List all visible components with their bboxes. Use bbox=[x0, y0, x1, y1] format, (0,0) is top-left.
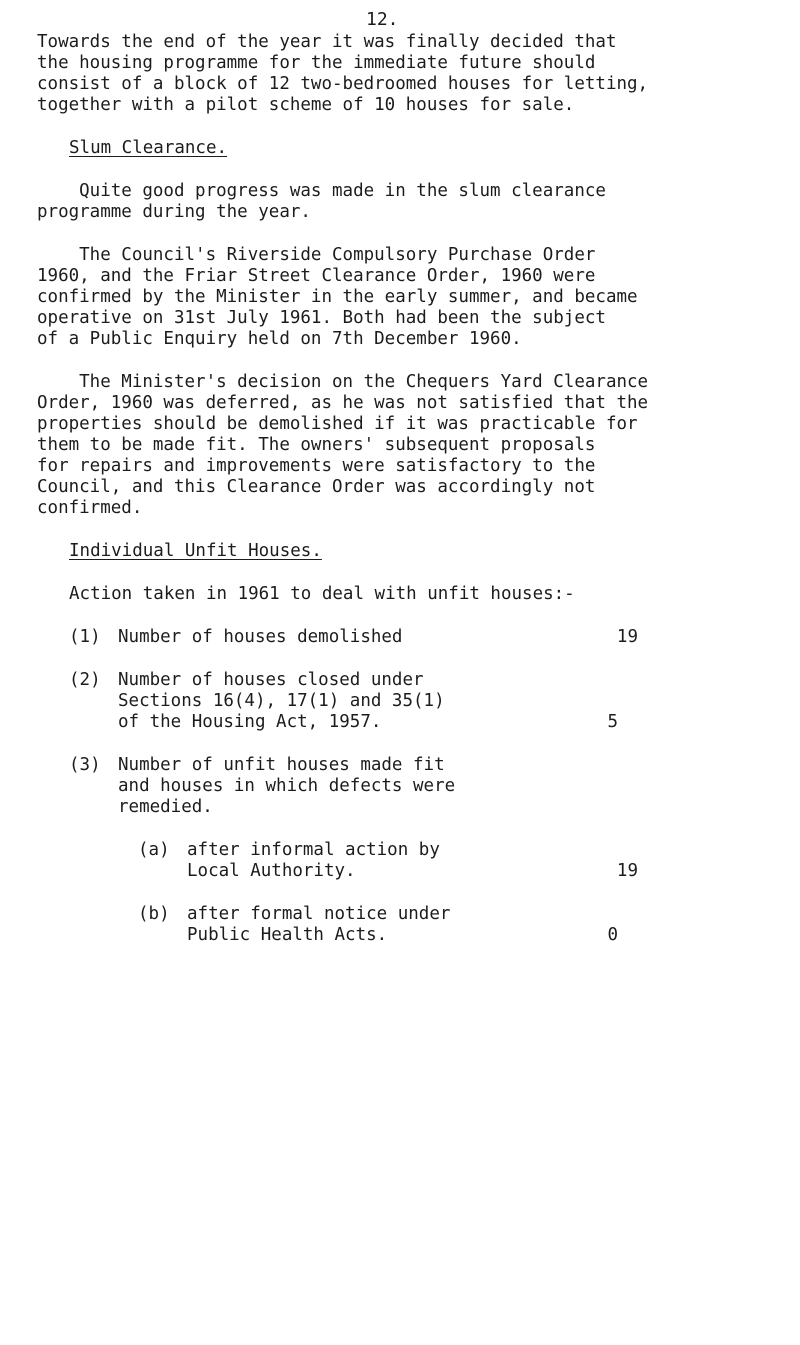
list-value: 5 bbox=[607, 712, 618, 732]
text-line: confirmed by the Minister in the early summer, and became bbox=[37, 287, 638, 307]
list-value: 19 bbox=[616, 627, 638, 647]
list-text: Number of unfit houses made fit bbox=[118, 755, 445, 775]
text-line: of a Public Enquiry held on 7th December 1960. bbox=[37, 329, 522, 349]
text-line: Order, 1960 was deferred, as he was not satisfied that the bbox=[37, 393, 649, 413]
list-text: Sections 16(4), 17(1) and 35(1) bbox=[118, 691, 445, 711]
text-line: Towards the end of the year it was finally decided that bbox=[37, 32, 617, 52]
list-text: after formal notice under bbox=[187, 904, 451, 924]
text-line: programme during the year. bbox=[37, 202, 311, 222]
text-line: The Council's Riverside Compulsory Purchase Order bbox=[37, 245, 596, 265]
list-marker: (a) bbox=[138, 840, 170, 860]
list-text: and houses in which defects were bbox=[118, 776, 456, 796]
text-line: confirmed. bbox=[37, 498, 143, 518]
text-line: the housing programme for the immediate future should bbox=[37, 53, 596, 73]
text-line: Quite good progress was made in the slum clearance bbox=[37, 181, 606, 201]
slum-clearance-heading: Slum Clearance. bbox=[69, 138, 228, 158]
list-text: remedied. bbox=[118, 797, 213, 817]
text-line: Council, and this Clearance Order was accordingly not bbox=[37, 477, 596, 497]
page-number: 12. bbox=[366, 9, 399, 30]
list-text: of the Housing Act, 1957. bbox=[118, 712, 382, 732]
text-line: consist of a block of 12 two-bedroomed houses for letting, bbox=[37, 74, 649, 94]
list-marker: (2) bbox=[69, 670, 101, 690]
list-marker: (b) bbox=[138, 904, 170, 924]
text-line: operative on 31st July 1961. Both had been the subject bbox=[37, 308, 606, 328]
text-line: together with a pilot scheme of 10 houses for sale. bbox=[37, 95, 575, 115]
unfit-houses-intro: Action taken in 1961 to deal with unfit houses:- bbox=[69, 584, 575, 604]
list-text: Number of houses demolished bbox=[118, 627, 403, 647]
list-text: after informal action by bbox=[187, 840, 440, 860]
text-line: them to be made fit. The owners' subsequent proposals bbox=[37, 435, 596, 455]
list-text: Public Health Acts. bbox=[187, 925, 388, 945]
list-value: 19 bbox=[616, 861, 638, 881]
text-line: properties should be demolished if it was practicable for bbox=[37, 414, 638, 434]
list-text: Local Authority. bbox=[187, 861, 356, 881]
list-text: Number of houses closed under bbox=[118, 670, 424, 690]
text-line: The Minister's decision on the Chequers Yard Clearance bbox=[37, 372, 649, 392]
list-marker: (3) bbox=[69, 755, 101, 775]
list-value: 0 bbox=[607, 925, 618, 945]
unfit-houses-heading: Individual Unfit Houses. bbox=[69, 541, 322, 561]
text-line: 1960, and the Friar Street Clearance Order, 1960 were bbox=[37, 266, 596, 286]
text-line: for repairs and improvements were satisfactory to the bbox=[37, 456, 596, 476]
list-marker: (1) bbox=[69, 627, 101, 647]
